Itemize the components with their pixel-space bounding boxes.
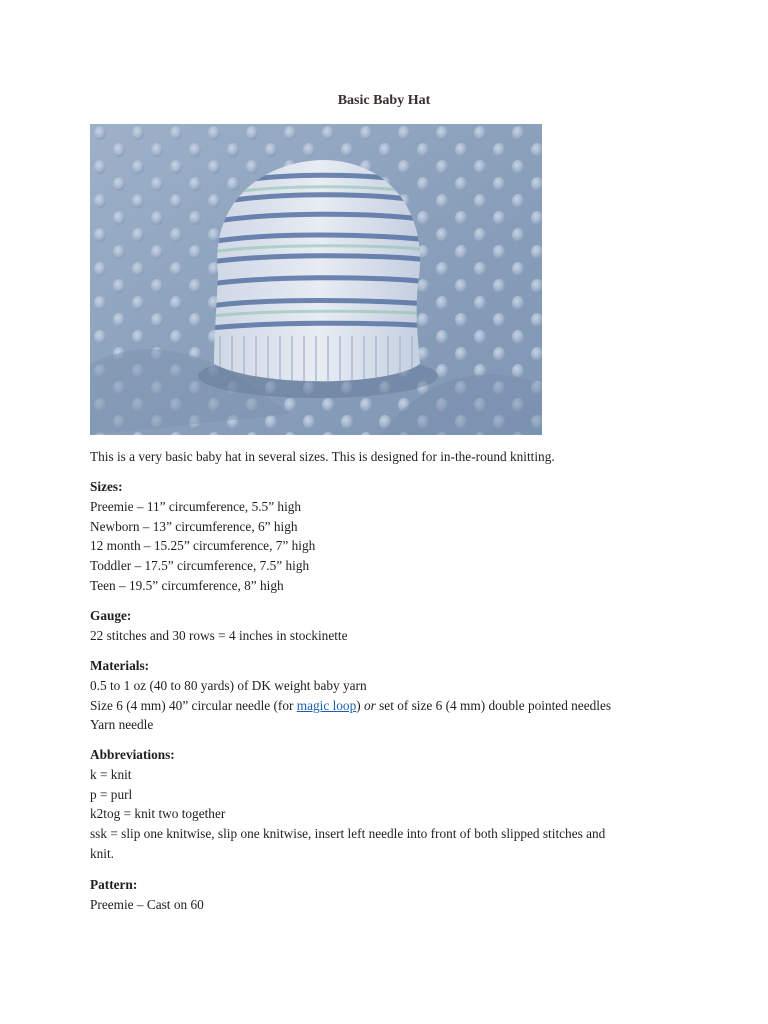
materials-heading: Materials: <box>90 658 150 673</box>
gauge-heading: Gauge: <box>90 608 132 623</box>
abbreviation-item: p = purl <box>90 786 133 802</box>
intro-paragraph <box>90 447 690 467</box>
pattern-heading: Pattern: <box>90 877 138 892</box>
materials-section <box>90 656 710 735</box>
magic-loop-link[interactable]: magic loop <box>296 697 357 713</box>
intro-text: This is a very basic baby hat in several sizes. This is designed for in-the-round knitting. <box>90 449 555 464</box>
materials-line-text: ) <box>356 697 364 713</box>
document-title: Basic Baby Hat <box>337 93 431 108</box>
pattern-line: Preemie – Cast on 60 <box>90 896 204 912</box>
size-item: Toddler – 17.5” circumference, 7.5” high <box>90 558 310 574</box>
abbreviation-item: knit. <box>90 845 115 861</box>
materials-line: Yarn needle <box>90 717 154 733</box>
sizes-section <box>90 477 690 596</box>
abbreviation-item: ssk = slip one knitwise, slip one knitwise, insert left needle into front of both slipped stitches and <box>90 826 606 842</box>
baby-hat-photo <box>90 124 542 435</box>
materials-line-text: Size 6 (4 mm) 40” circular needle (for <box>90 697 297 713</box>
materials-line-text: set of size 6 (4 mm) double pointed needles <box>375 697 612 713</box>
abbreviation-item: k2tog = knit two together <box>90 806 226 822</box>
pattern-section <box>90 875 690 915</box>
or-emphasis: or <box>363 697 376 713</box>
size-item: 12 month – 15.25” circumference, 7” high <box>90 538 316 554</box>
size-item: Preemie – 11” circumference, 5.5” high <box>90 498 302 514</box>
abbreviations-heading: Abbreviations: <box>90 747 175 762</box>
materials-line: 0.5 to 1 oz (40 to 80 yards) of DK weight baby yarn <box>90 677 367 693</box>
size-item: Teen – 19.5” circumference, 8” high <box>90 577 284 593</box>
materials-line <box>90 696 710 716</box>
sizes-heading: Sizes: <box>90 479 123 494</box>
abbreviation-item: k = knit <box>90 766 132 782</box>
abbreviations-section <box>90 745 700 864</box>
size-item: Newborn – 13” circumference, 6” high <box>90 518 298 534</box>
gauge-text: 22 stitches and 30 rows = 4 inches in stockinette <box>90 627 348 643</box>
gauge-section <box>90 606 690 646</box>
